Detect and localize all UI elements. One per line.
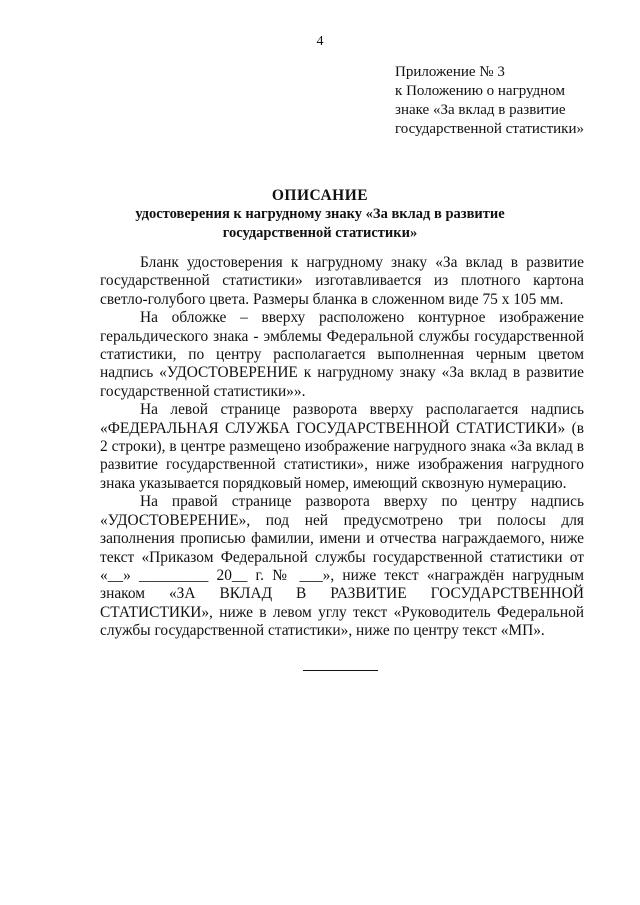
closing-rule-divider bbox=[303, 670, 378, 671]
paragraph-blank-description: Бланк удостоверения к нагрудному знаку «За вклад в развитие государственной статистики» изготавливается из плотного картона светло-голубого цвета. Размеры бланка в сложенном виде 75 х 105 мм. bbox=[100, 254, 584, 308]
paragraph-left-page: На левой странице разворота вверху располагается надпись «ФЕДЕРАЛЬНАЯ СЛУЖБА ГОСУДАРСТВЕННОЙ СТАТИСТИКИ» (в 2 строки), в центре размещено изображение нагрудного знака «За вклад в развитие государственной статистики», ниже изображения нагрудного знака указывается порядковый номер, имеющий сквозную нумерацию. bbox=[100, 401, 584, 492]
page-number: 4 bbox=[316, 34, 324, 49]
document-subtitle-line: удостоверения к нагрудному знаку «За вклад в развитие bbox=[135, 206, 505, 222]
document-subtitle-line: государственной статистики» bbox=[222, 225, 418, 241]
document-body bbox=[100, 254, 584, 641]
appendix-line: к Положению о нагрудном bbox=[395, 83, 565, 99]
document-title: ОПИСАНИЕ bbox=[271, 187, 369, 204]
paragraph-cover: На обложке – вверху расположено контурное изображение геральдического знака - эмблемы Федеральной службы государственной статистики, по центру располагается выполненная черным цветом надпись «УДОСТОВЕРЕНИЕ к нагрудному знаку «За вклад в развитие государственной статистики»». bbox=[100, 309, 584, 400]
appendix-line: Приложение № 3 bbox=[395, 64, 505, 80]
appendix-line: государственной статистики» bbox=[395, 121, 584, 137]
appendix-reference bbox=[395, 63, 584, 139]
paragraph-right-page: На правой странице разворота вверху по центру надпись «УДОСТОВЕРЕНИЕ», под ней предусмотрено три полосы для заполнения прописью фамилии, имени и отчества награждаемого, ниже текст «Приказом Федеральной службы государственной статистики от «__» _________ 20__ г. № ___», ниже текст «награждён нагрудным знаком «ЗА ВКЛАД В РАЗВИТИЕ ГОСУДАРСТВЕННОЙ СТАТИСТИКИ», ниже в левом углу текст «Руководитель Федеральной службы государственной статистики», ниже по центру текст «МП». bbox=[100, 493, 584, 640]
appendix-line: знаке «За вклад в развитие bbox=[395, 102, 566, 118]
document-heading bbox=[0, 186, 640, 243]
